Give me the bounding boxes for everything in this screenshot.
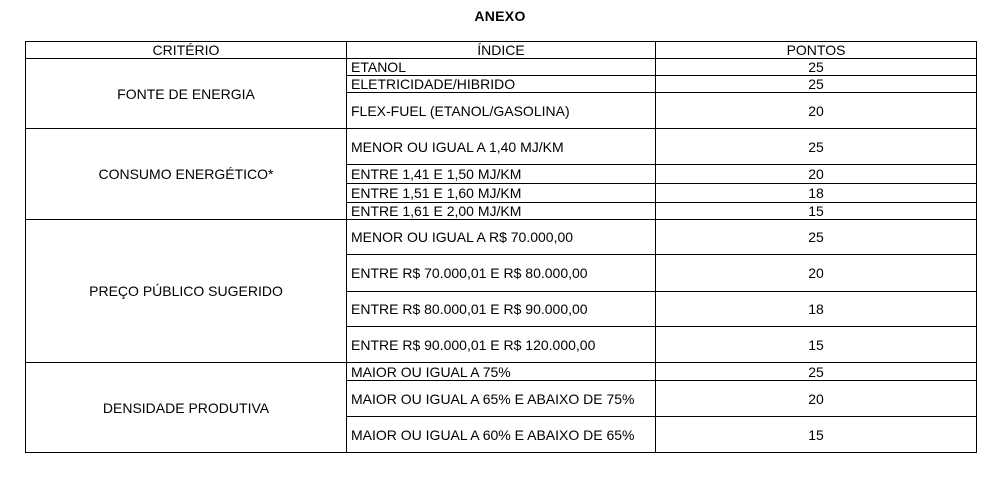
- indice-cell: MAIOR OU IGUAL A 65% E ABAIXO DE 75%: [347, 381, 656, 417]
- criterio-cell: DENSIDADE PRODUTIVA: [26, 363, 347, 453]
- table-row: [26, 363, 977, 381]
- pontos-cell: 20: [656, 255, 977, 292]
- indice-cell: ETANOL: [347, 59, 656, 76]
- pontos-cell: 15: [656, 327, 977, 363]
- pontos-cell: 25: [656, 76, 977, 93]
- pontos-cell: 20: [656, 165, 977, 184]
- table-row: [26, 129, 977, 165]
- indice-cell: ENTRE 1,51 E 1,60 MJ/KM: [347, 184, 656, 203]
- table-row: [26, 220, 977, 255]
- indice-cell: ENTRE R$ 90.000,01 E R$ 120.000,00: [347, 327, 656, 363]
- annex-table: [25, 41, 977, 453]
- indice-cell: MENOR OU IGUAL A 1,40 MJ/KM: [347, 129, 656, 165]
- column-header-criterio: CRITÉRIO: [26, 42, 347, 59]
- indice-cell: MAIOR OU IGUAL A 60% E ABAIXO DE 65%: [347, 417, 656, 453]
- pontos-cell: 25: [656, 220, 977, 255]
- indice-cell: ENTRE R$ 80.000,01 E R$ 90.000,00: [347, 292, 656, 327]
- criterio-cell: FONTE DE ENERGIA: [26, 59, 347, 129]
- table-row: [26, 59, 977, 76]
- pontos-cell: 25: [656, 59, 977, 76]
- column-header-pontos: PONTOS: [656, 42, 977, 59]
- criterio-cell: CONSUMO ENERGÉTICO*: [26, 129, 347, 220]
- pontos-cell: 15: [656, 417, 977, 453]
- column-header-indice: ÍNDICE: [347, 42, 656, 59]
- indice-cell: ENTRE 1,61 E 2,00 MJ/KM: [347, 203, 656, 220]
- pontos-cell: 20: [656, 381, 977, 417]
- indice-cell: FLEX-FUEL (ETANOL/GASOLINA): [347, 93, 656, 129]
- page-title: ANEXO: [474, 8, 526, 24]
- indice-cell: ENTRE R$ 70.000,01 E R$ 80.000,00: [347, 255, 656, 292]
- indice-cell: MAIOR OU IGUAL A 75%: [347, 363, 656, 381]
- header-row: [26, 42, 977, 59]
- pontos-cell: 18: [656, 292, 977, 327]
- criterio-cell: PREÇO PÚBLICO SUGERIDO: [26, 220, 347, 363]
- pontos-cell: 25: [656, 363, 977, 381]
- pontos-cell: 18: [656, 184, 977, 203]
- indice-cell: ELETRICIDADE/HIBRIDO: [347, 76, 656, 93]
- pontos-cell: 20: [656, 93, 977, 129]
- pontos-cell: 15: [656, 203, 977, 220]
- indice-cell: MENOR OU IGUAL A R$ 70.000,00: [347, 220, 656, 255]
- indice-cell: ENTRE 1,41 E 1,50 MJ/KM: [347, 165, 656, 184]
- pontos-cell: 25: [656, 129, 977, 165]
